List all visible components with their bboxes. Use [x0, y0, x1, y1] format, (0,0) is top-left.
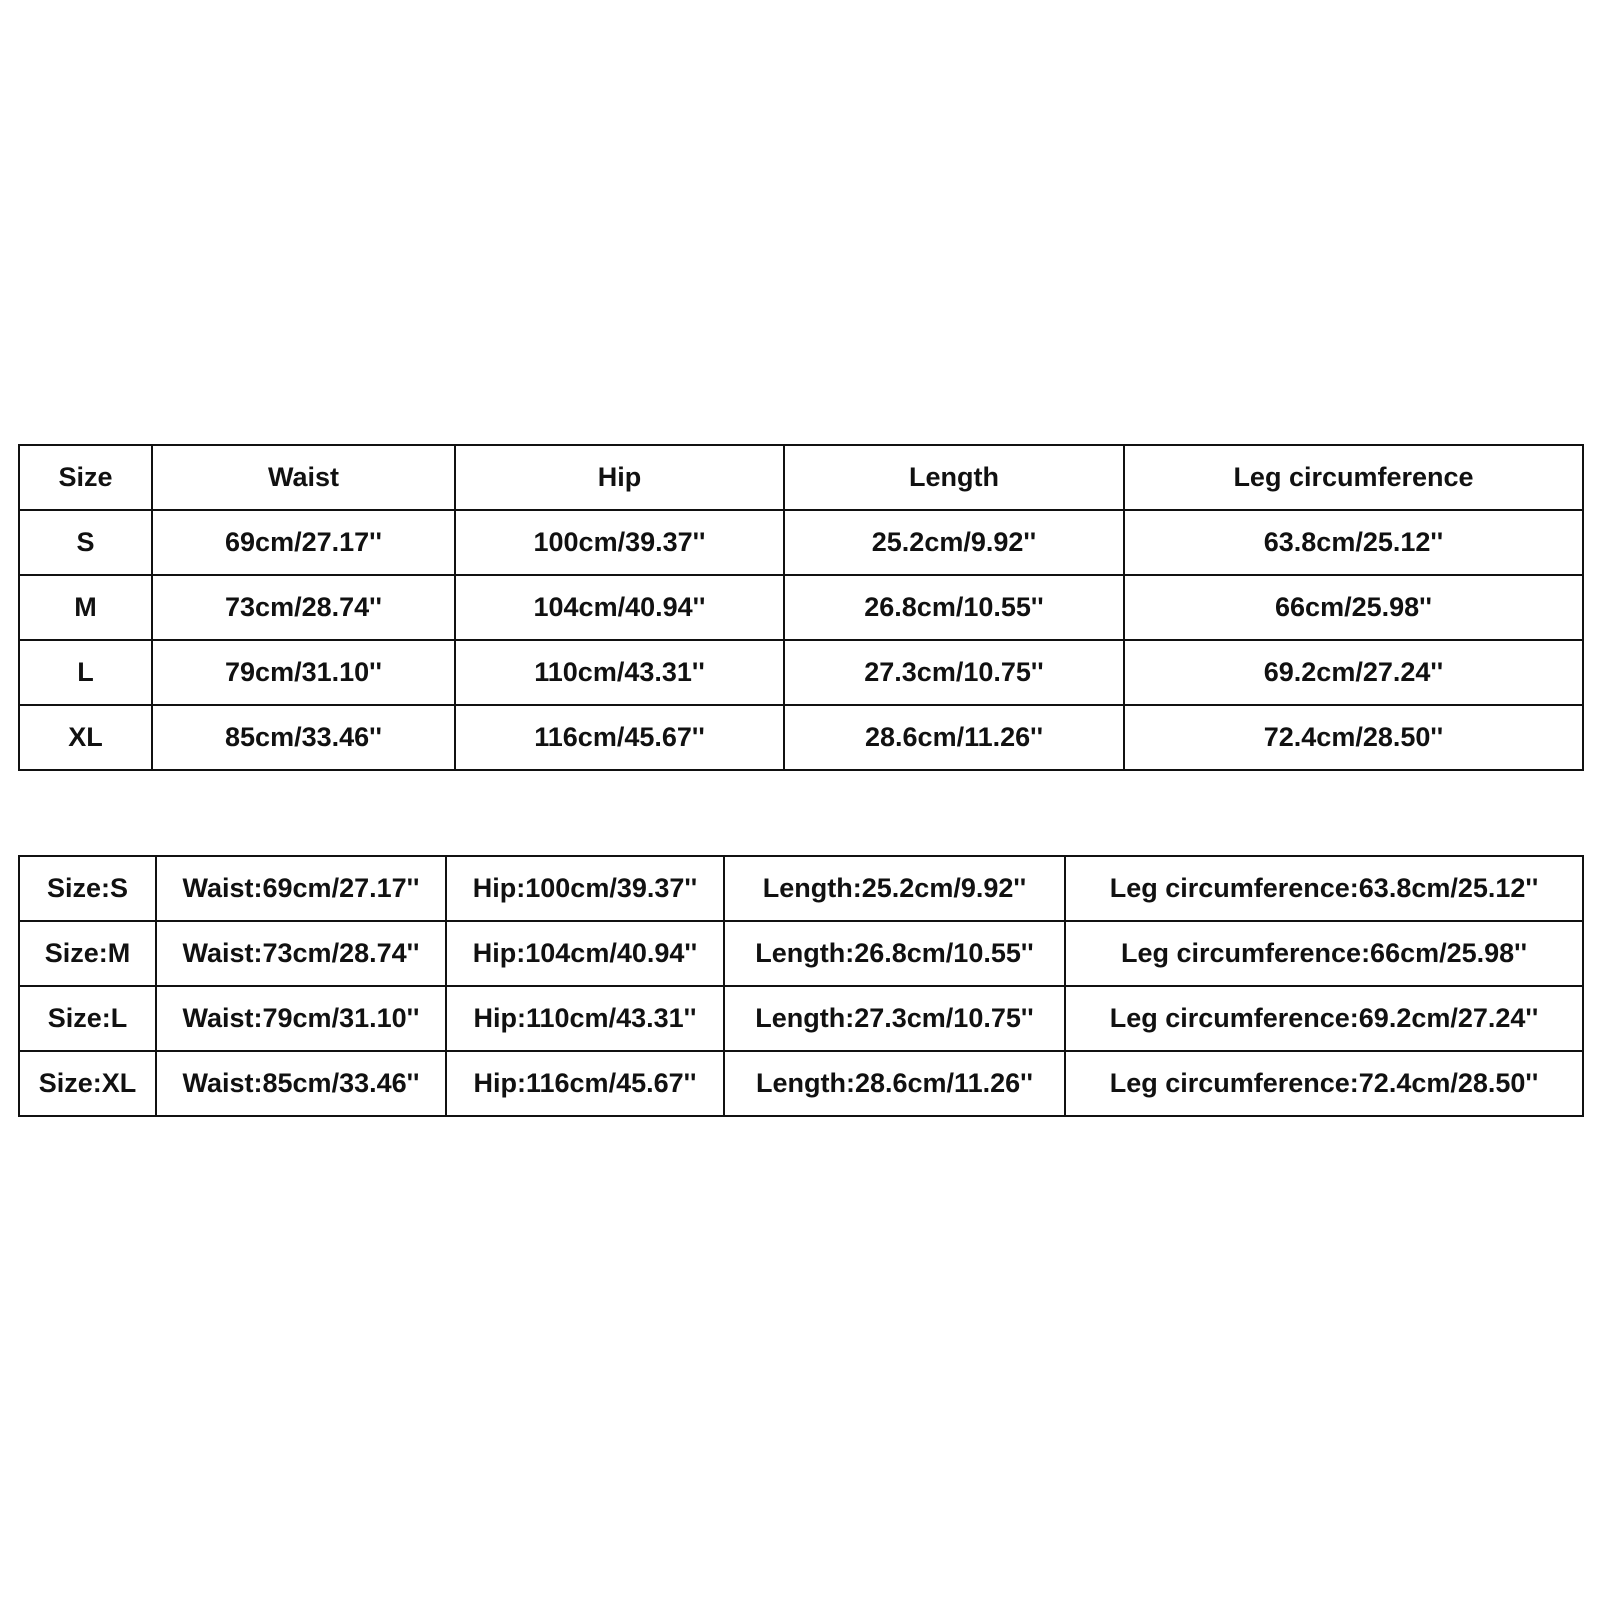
leg-circumference-cell: Leg circumference:63.8cm/25.12'' — [1065, 856, 1583, 921]
length-cell: Length:27.3cm/10.75'' — [724, 986, 1065, 1051]
waist-cell: Waist:69cm/27.17'' — [156, 856, 446, 921]
size-cell: S — [19, 510, 152, 575]
size-detail-table — [18, 855, 1584, 1117]
waist-cell: 85cm/33.46'' — [152, 705, 455, 770]
header-length: Length — [784, 445, 1124, 510]
size-cell: Size:XL — [19, 1051, 156, 1116]
size-cell: L — [19, 640, 152, 705]
size-cell: Size:L — [19, 986, 156, 1051]
hip-cell: Hip:110cm/43.31'' — [446, 986, 724, 1051]
size-chart-table — [18, 444, 1584, 771]
waist-cell: Waist:85cm/33.46'' — [156, 1051, 446, 1116]
leg-circumference-cell: Leg circumference:72.4cm/28.50'' — [1065, 1051, 1583, 1116]
hip-cell: Hip:104cm/40.94'' — [446, 921, 724, 986]
waist-cell: 73cm/28.74'' — [152, 575, 455, 640]
length-cell: 26.8cm/10.55'' — [784, 575, 1124, 640]
waist-cell: 69cm/27.17'' — [152, 510, 455, 575]
length-cell: 25.2cm/9.92'' — [784, 510, 1124, 575]
length-cell: Length:25.2cm/9.92'' — [724, 856, 1065, 921]
size-cell: XL — [19, 705, 152, 770]
table-row — [19, 575, 1583, 640]
table-row — [19, 856, 1583, 921]
table-header-row — [19, 445, 1583, 510]
waist-cell: 79cm/31.10'' — [152, 640, 455, 705]
size-cell: Size:M — [19, 921, 156, 986]
size-cell: M — [19, 575, 152, 640]
length-cell: Length:26.8cm/10.55'' — [724, 921, 1065, 986]
header-size: Size — [19, 445, 152, 510]
header-leg-circumference: Leg circumference — [1124, 445, 1583, 510]
table-row — [19, 510, 1583, 575]
leg-circumference-cell: 72.4cm/28.50'' — [1124, 705, 1583, 770]
header-hip: Hip — [455, 445, 784, 510]
hip-cell: 116cm/45.67'' — [455, 705, 784, 770]
hip-cell: Hip:116cm/45.67'' — [446, 1051, 724, 1116]
size-cell: Size:S — [19, 856, 156, 921]
length-cell: 28.6cm/11.26'' — [784, 705, 1124, 770]
table-row — [19, 640, 1583, 705]
hip-cell: Hip:100cm/39.37'' — [446, 856, 724, 921]
hip-cell: 104cm/40.94'' — [455, 575, 784, 640]
table-row — [19, 921, 1583, 986]
table-row — [19, 705, 1583, 770]
waist-cell: Waist:73cm/28.74'' — [156, 921, 446, 986]
leg-circumference-cell: 63.8cm/25.12'' — [1124, 510, 1583, 575]
length-cell: Length:28.6cm/11.26'' — [724, 1051, 1065, 1116]
header-waist: Waist — [152, 445, 455, 510]
table-row — [19, 1051, 1583, 1116]
hip-cell: 110cm/43.31'' — [455, 640, 784, 705]
leg-circumference-cell: 66cm/25.98'' — [1124, 575, 1583, 640]
length-cell: 27.3cm/10.75'' — [784, 640, 1124, 705]
waist-cell: Waist:79cm/31.10'' — [156, 986, 446, 1051]
table-row — [19, 986, 1583, 1051]
leg-circumference-cell: 69.2cm/27.24'' — [1124, 640, 1583, 705]
hip-cell: 100cm/39.37'' — [455, 510, 784, 575]
leg-circumference-cell: Leg circumference:69.2cm/27.24'' — [1065, 986, 1583, 1051]
leg-circumference-cell: Leg circumference:66cm/25.98'' — [1065, 921, 1583, 986]
